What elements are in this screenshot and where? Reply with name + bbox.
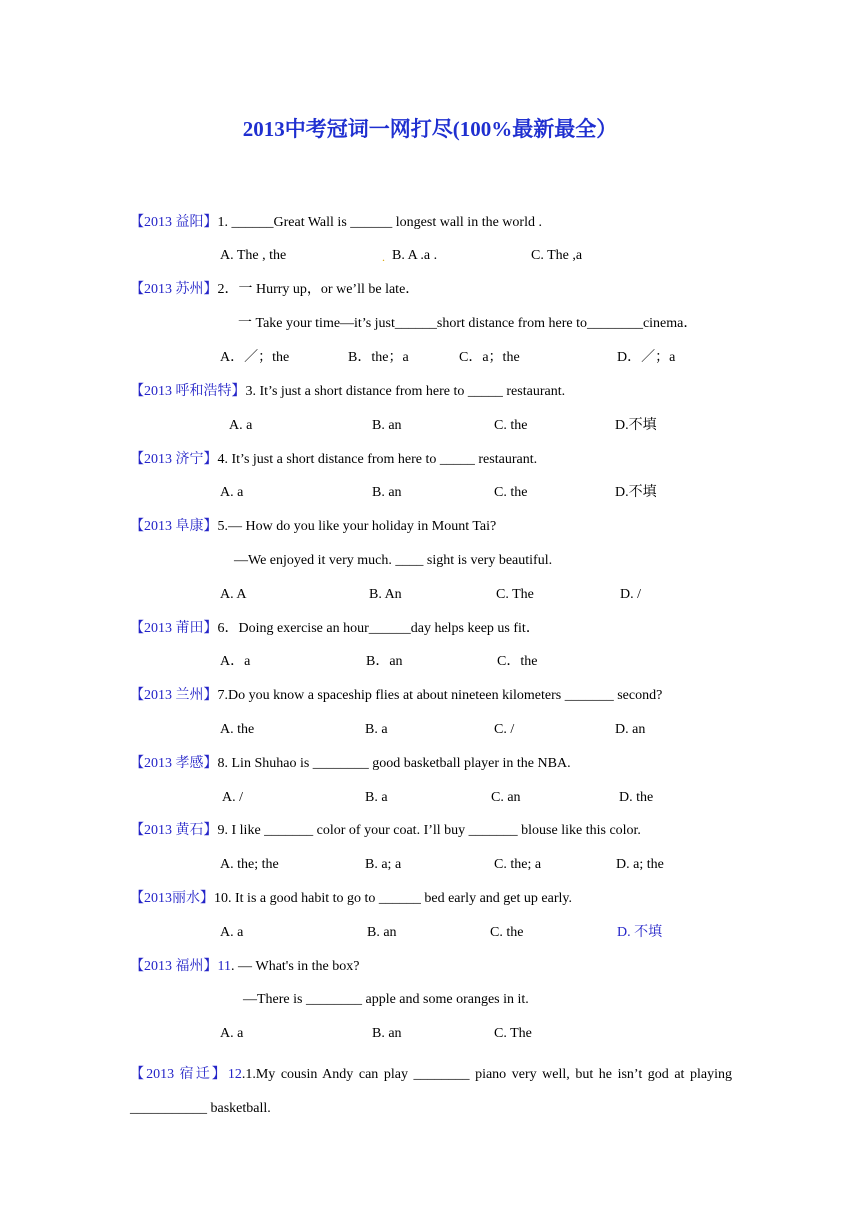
question-1 [130,213,542,233]
option-c: C. The [496,587,534,602]
option-a: A. a [220,925,244,940]
option-d: D. the [619,790,654,805]
option-d: D. a; the [616,857,664,872]
source-tag: 【2013 福州】 [130,959,218,974]
source-tag: 【2013 苏州】 [130,282,218,297]
option-c: C．a；the [459,350,520,365]
question-text: 5.— How do you like your holiday in Mount Tai? [217,519,497,534]
question-6 [130,619,540,639]
option-d: D．／；a [617,350,676,365]
option-a: A. a [229,418,253,433]
option-c: C. the [490,925,524,940]
option-c: C. an [491,790,521,805]
option-d: D. 不填 [617,925,663,940]
source-tag: 【2013 呼和浩特】 [130,384,246,399]
question-2-line-2: 一 Take your time—it’s just______short distance from here to________cinema． [238,316,698,331]
question-11 [130,957,359,977]
mark-dot: . [382,250,385,264]
option-c: C. the [494,485,528,500]
source-tag: 【2013 宿迁】 [130,1067,228,1082]
question-text: 7.Do you know a spaceship flies at about nineteen kilometers _______ second? [217,688,663,703]
question-5-line-2: —We enjoyed it very much. ____ sight is very beautiful. [234,553,553,568]
option-b: B. an [372,418,402,433]
question-9 [130,821,641,841]
question-number: 11 [217,959,231,974]
source-tag: 【2013 阜康】 [130,519,218,534]
source-tag: 【2013 益阳】 [130,215,218,230]
question-4 [130,450,537,470]
option-b: B．an [366,654,403,669]
option-b: B. a; a [365,857,402,872]
question-12 [130,1058,732,1126]
option-a: A. the [220,722,255,737]
question-text: 8. Lin Shuhao is ________ good basketball player in the NBA. [217,756,571,771]
question-text: 1. ______Great Wall is ______ longest wall in the world . [217,215,542,230]
question-text: 9. I like _______ color of your coat. I’ll buy _______ blouse like this color. [217,823,641,838]
option-b: B. an [372,1026,402,1041]
option-b: B. A .a . [392,248,438,263]
option-d: D. / [620,587,641,602]
page-title: 2013中考冠词一网打尽(100%最新最全） [242,117,618,141]
question-10 [130,889,572,909]
question-2 [130,280,419,300]
option-d: D.不填 [615,418,657,433]
source-tag: 【2013丽水】 [130,891,214,906]
option-b: B. an [367,925,397,940]
source-tag: 【2013 兰州】 [130,688,218,703]
option-c: C. / [494,722,515,737]
option-a: A. A [220,587,247,602]
question-8 [130,754,571,774]
question-7 [130,686,662,706]
option-a: A. the; the [220,857,279,872]
option-d: D. an [615,722,646,737]
source-tag: 【2013 孝感】 [130,756,218,771]
question-text: 4. It’s just a short distance from here to _____ restaurant. [217,452,538,467]
option-c: C. The ,a [531,248,583,263]
option-a: A. The , the [220,248,287,263]
option-b: B. a [365,790,388,805]
source-tag: 【2013 济宁】 [130,452,218,467]
question-11-line-2: —There is ________ apple and some oranges in it. [243,992,529,1007]
source-tag: 【2013 莆田】 [130,621,218,636]
option-c: C. the; a [494,857,542,872]
option-c: C. The [494,1026,532,1041]
question-5 [130,517,496,537]
option-a: A. / [222,790,243,805]
option-c: C. the [494,418,528,433]
question-text: 3. It’s just a short distance from here to _____ restaurant. [245,384,566,399]
question-number: 12 [227,1067,242,1082]
option-b: B. An [369,587,402,602]
option-c: C．the [497,654,538,669]
option-b: B．the；a [348,350,409,365]
option-a: A．／；the [220,350,290,365]
question-text: .1.My cousin Andy can play ________ piano very well, but he isn’t god at playing ___________ basketball. [130,1067,733,1116]
option-a: A. a [220,1026,244,1041]
question-text: 10. It is a good habit to go to ______ bed early and get up early. [214,891,572,906]
option-a: A. a [220,485,244,500]
option-b: B. an [372,485,402,500]
option-b: B. a [365,722,388,737]
source-tag: 【2013 黄石】 [130,823,218,838]
question-text: 2．一 Hurry up，or we’ll be late． [217,282,420,297]
question-text: . — What's in the box? [230,959,360,974]
question-text: 6．Doing exercise an hour______day helps keep us fit． [217,621,540,636]
option-a: A．a [220,654,251,669]
question-3 [130,382,565,402]
option-d: D.不填 [615,485,657,500]
